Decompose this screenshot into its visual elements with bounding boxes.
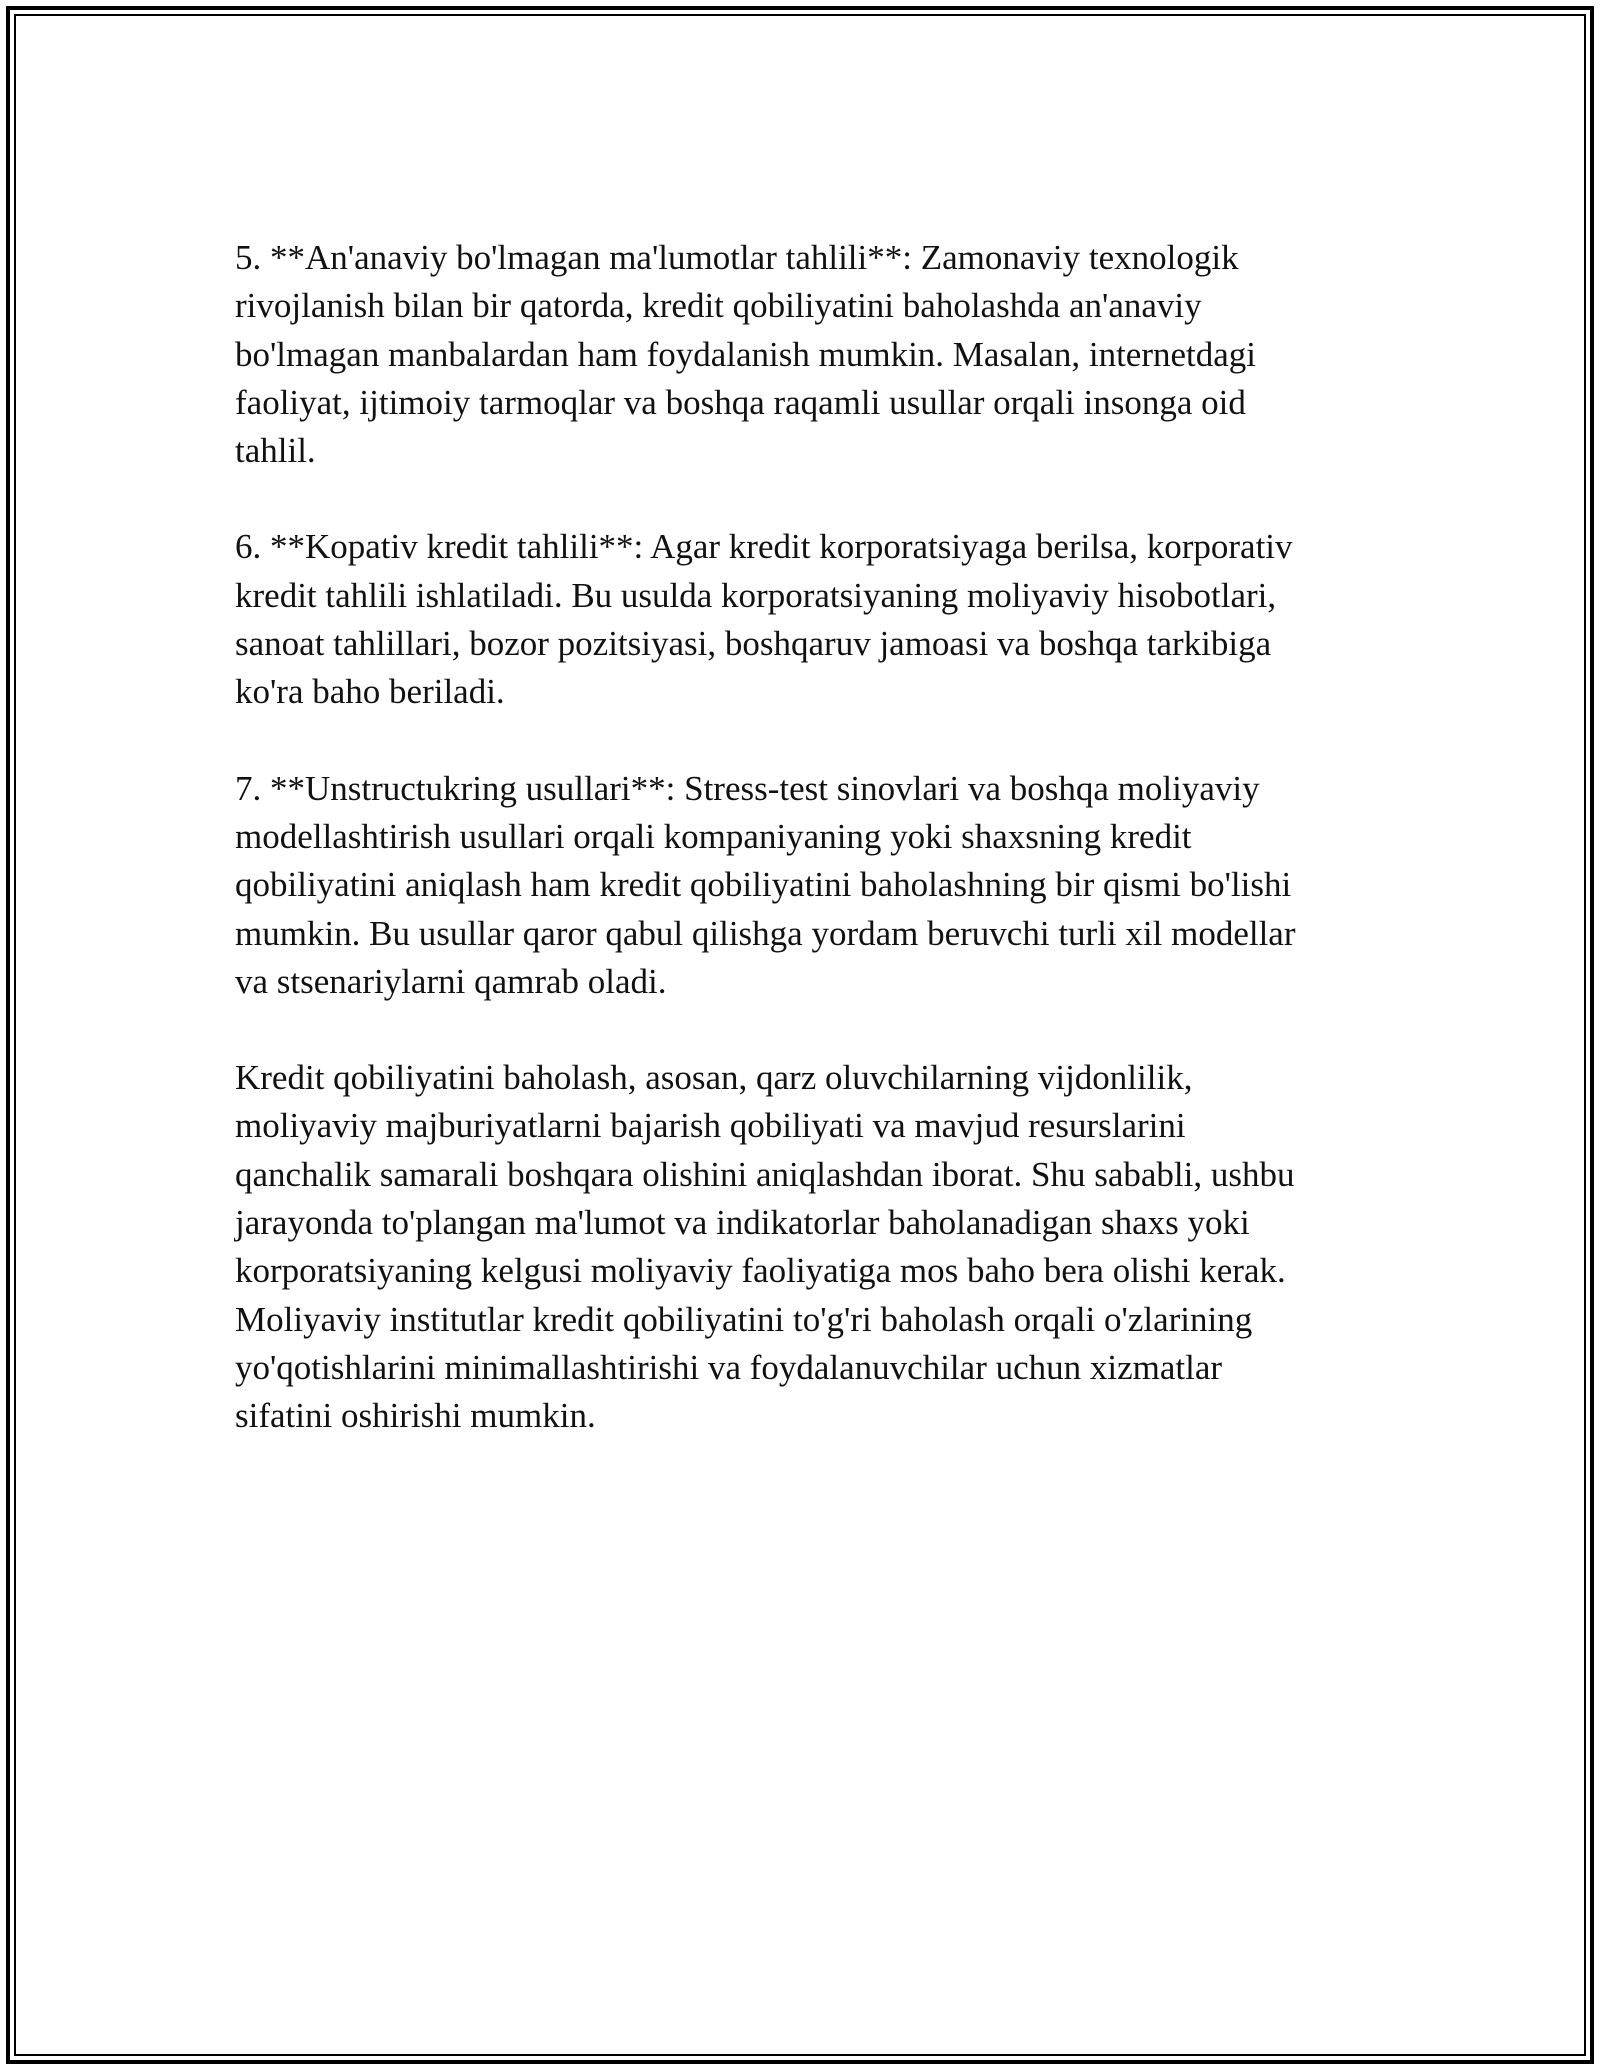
paragraph-item-6: 6. **Kopativ kredit tahlili**: Agar kredit korporatsiyaga berilsa, korporativ kredit tahlili ishlatiladi. Bu usulda korporatsiyaning moliyaviy hisobotlari, sanoat tahlillari, bozor pozitsiyasi, boshqaruv jamoasi va boshqa tarkibiga ko'ra baho beriladi. bbox=[235, 527, 1293, 712]
paragraph-item-7: 7. **Unstructukring usullari**: Stress-test sinovlari va boshqa moliyaviy modellashtirish usullari orqali kompaniyaning yoki shaxsning kredit qobiliyatini aniqlash ham kredit qobiliyatini baholashning bir qismi bo'lishi mumkin. Bu usullar qaror qabul qilishga yordam beruvchi turli xil modellar va stsenariylarni qamrab oladi. bbox=[235, 768, 1296, 1001]
paragraph-conclusion: Kredit qobiliyatini baholash, asosan, qarz oluvchilarning vijdonlilik, moliyaviy majburiyatlarni bajarish qobiliyati va mavjud resurslarini qanchalik samarali boshqara olishini aniqlashdan iborat. Shu sababli, ushbu jarayonda to'plangan ma'lumot va indikatorlar baholanadigan shaxs yoki korporatsiyaning kelgusi moliyaviy faoliyatiga mos baho bera olishi kerak. Moliyaviy institutlar kredit qobiliyatini to'g'ri baholash orqali o'zlarining yo'qotishlarini minimallashtirishi va foydalanuvchilar uchun xizmatlar sifatini oshirishi mumkin. bbox=[235, 1058, 1295, 1436]
document-body bbox=[235, 234, 1365, 1489]
paragraph-item-5: 5. **An'anaviy bo'lmagan ma'lumotlar tahlili**: Zamonaviy texnologik rivojlanish bilan bir qatorda, kredit qobiliyatini baholashda an'anaviy bo'lmagan manbalardan ham foydalanish mumkin. Masalan, internetdagi faoliyat, ijtimoiy tarmoqlar va boshqa raqamli usullar orqali insonga oid tahlil. bbox=[235, 238, 1257, 471]
